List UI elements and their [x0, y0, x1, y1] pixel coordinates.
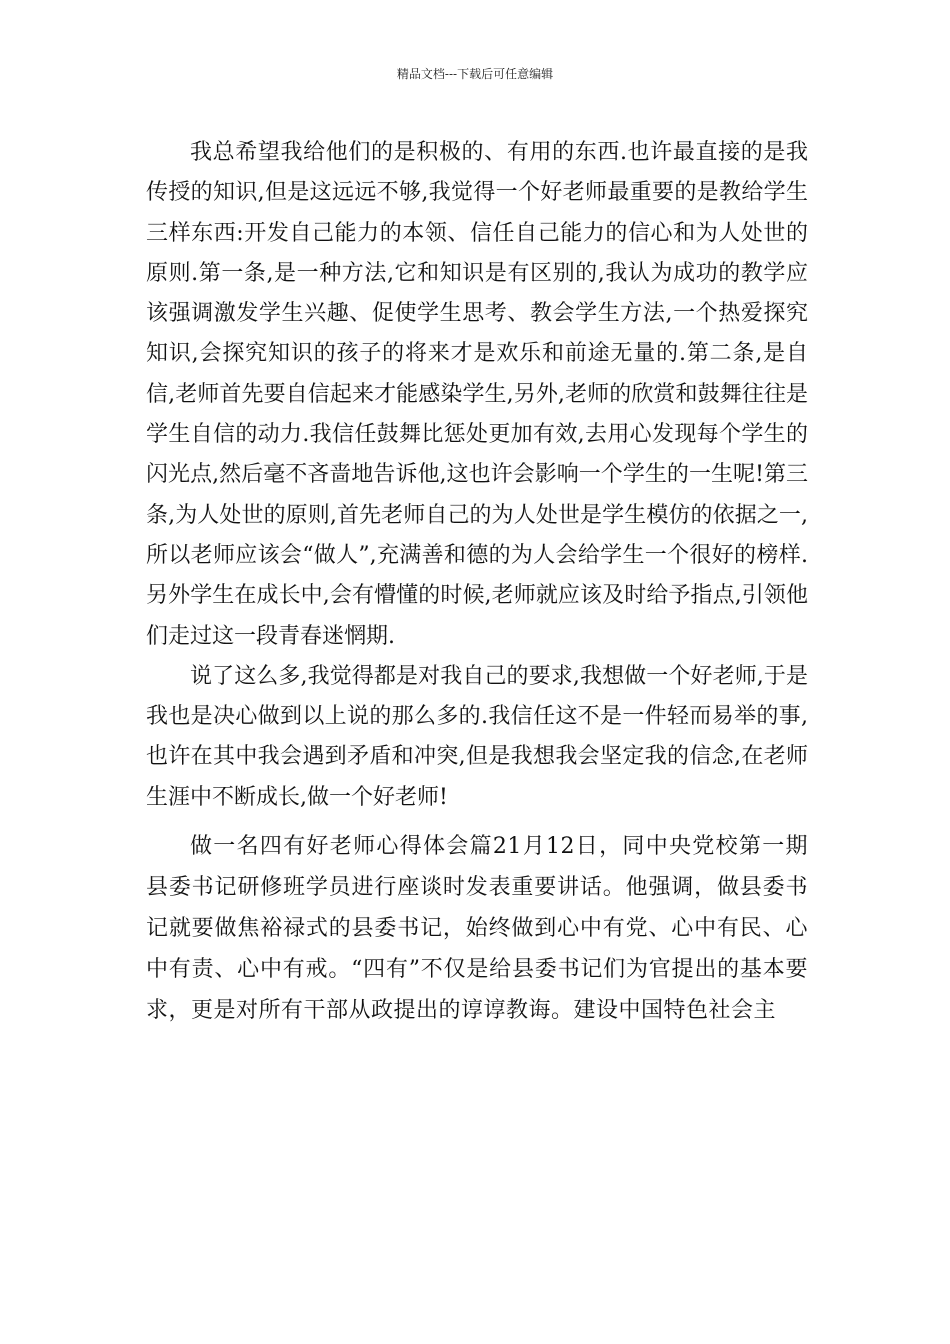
- paragraph: 做一名四有好老师心得体会篇21月12日，同中央党校第一期县委书记研修班学员进行座谈时发表重要讲话。他强调，做县委书记就要做焦裕禄式的县委书记，始终做到心中有党、心中有民、心中有责、心中有戒。“四有”不仅是给县委书记们为官提出的基本要求，更是对所有干部从政提出的谆谆教诲。建设中国特色社会主: [146, 834, 808, 1024]
- paragraph: 我总希望我给他们的是积极的、有用的东西.也许最直接的是我传授的知识,但是这远远不够,我觉得一个好老师最重要的是教给学生三样东西:开发自己能力的本领、信任自己能力的信心和为人处世的原则.第一条,是一种方法,它和知识是有区别的,我认为成功的教学应该强调激发学生兴趣、促使学生思考、教会学生方法,一个热爱探究知识,会探究知识的孩子的将来才是欢乐和前途无量的.第二条,是自信,老师首先要自信起来才能感染学生,另外,老师的欣赏和鼓舞往往是学生自信的动力.我信任鼓舞比惩处更加有效,去用心发现每个学生的闪光点,然后毫不吝啬地告诉他,这也许会影响一个学生的一生呢!第三条,为人处世的原则,首先老师自己的为人处世是学生模仿的依据之一,所以老师应该会“做人”,充满善和德的为人会给学生一个很好的榜样.另外学生在成长中,会有懵懂的时候,老师就应该及时给予指点,引领他们走过这一段青春迷惘期.: [146, 140, 808, 649]
- paragraph: 说了这么多,我觉得都是对我自己的要求,我想做一个好老师,于是我也是决心做到以上说的那么多的.我信任这不是一件轻而易举的事,也许在其中我会遇到矛盾和冲突,但是我想我会坚定我的信念,在老师生涯中不断成长,做一个好老师!: [146, 663, 808, 810]
- page-header: 精品文档---下载后可任意编辑: [396, 67, 554, 81]
- document-body: [146, 133, 808, 1031]
